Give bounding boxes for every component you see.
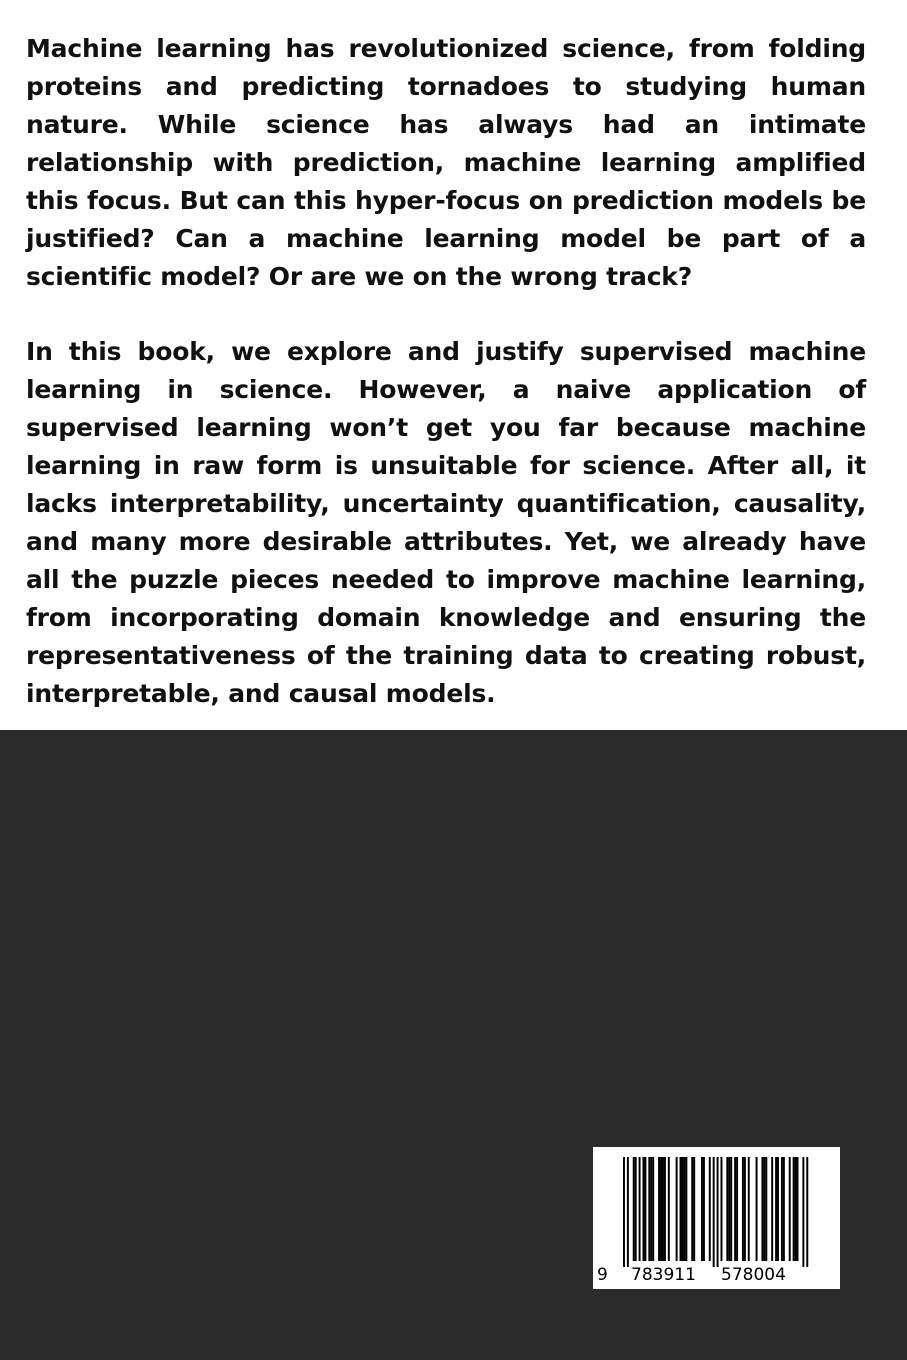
barcode-bar [744, 1157, 746, 1261]
barcode-bar [797, 1157, 799, 1261]
barcode-bar [691, 1157, 693, 1261]
barcode-bar [742, 1157, 744, 1261]
barcode-bar [676, 1157, 678, 1261]
barcode-bar [682, 1157, 684, 1261]
barcode-bar [650, 1157, 652, 1261]
barcode-bar [781, 1157, 783, 1261]
barcode-bar [756, 1157, 758, 1261]
barcode-bar [789, 1157, 791, 1261]
barcode-bar [736, 1157, 738, 1261]
barcode-bar [721, 1157, 723, 1261]
barcode-bar [734, 1157, 736, 1261]
barcode-bar [761, 1157, 763, 1261]
barcode-bar [748, 1157, 750, 1261]
barcode-bar [623, 1157, 625, 1267]
barcode-bar [652, 1157, 654, 1261]
barcode-bar [730, 1157, 732, 1261]
barcode-digits-left: 783911 [631, 1265, 696, 1285]
barcode-bar [765, 1157, 767, 1261]
barcode-bar [703, 1157, 705, 1261]
barcode-bar [680, 1157, 682, 1261]
barcode-bar [701, 1157, 703, 1261]
barcode-bar [793, 1157, 795, 1261]
barcode-bar [633, 1157, 635, 1261]
barcode-bar [728, 1157, 730, 1261]
barcode-bar [627, 1157, 629, 1267]
barcode-bar [777, 1157, 779, 1261]
barcode-digit-first: 9 [597, 1265, 608, 1285]
barcode-graphic [593, 1147, 840, 1289]
barcode-bar [806, 1157, 808, 1267]
barcode-bar [648, 1157, 650, 1261]
barcode-bar [717, 1157, 719, 1267]
barcode-bar [658, 1157, 660, 1261]
blurb-paragraph-1: Machine learning has revolutionized science, from folding proteins and predicting tornadoes to studying human nature. While science has always had an intimate relationship with prediction, machine learning amplified this focus. But can this hyper-focus on prediction models be justified? Can a machine learning model be part of a scientific model? Or are we on the wrong track? [26, 34, 866, 291]
blurb-paragraph-2: In this book, we explore and justify supervised machine learning in science. However, a naive application of supervised learning won’t get you far because machine learning in raw form is unsuitable for science. After all, it lacks interpretability, uncertainty quantification, causality, and many more desirable attributes. Yet, we already have all the puzzle pieces needed to improve machine learning, from incorporating domain knowledge and ensuring the representativeness of the training data to creating robust, interpretable, and causal models. [26, 337, 866, 708]
barcode-bar [709, 1157, 711, 1261]
barcode-bar [639, 1157, 641, 1261]
barcode-bar [802, 1157, 804, 1267]
barcode-bar [685, 1157, 687, 1261]
barcode-digits-right: 578004 [721, 1265, 786, 1285]
barcode-bar [771, 1157, 773, 1261]
barcode-bars [623, 1157, 808, 1267]
barcode-bar [643, 1157, 645, 1261]
barcode-bar [668, 1157, 670, 1261]
barcode-bar [713, 1157, 715, 1267]
barcode-bar [775, 1157, 777, 1261]
barcode-bar [644, 1157, 646, 1261]
barcode-bar [635, 1157, 637, 1261]
barcode-bar [662, 1157, 664, 1261]
barcode-bar [726, 1157, 728, 1261]
barcode-bar [664, 1157, 666, 1261]
barcode-bar [683, 1157, 685, 1261]
barcode-bar [660, 1157, 662, 1261]
barcode-bar [763, 1157, 765, 1261]
isbn-barcode [593, 1147, 840, 1289]
barcode-bar [783, 1157, 785, 1261]
barcode-bar [795, 1157, 797, 1261]
barcode-bar [693, 1157, 695, 1261]
